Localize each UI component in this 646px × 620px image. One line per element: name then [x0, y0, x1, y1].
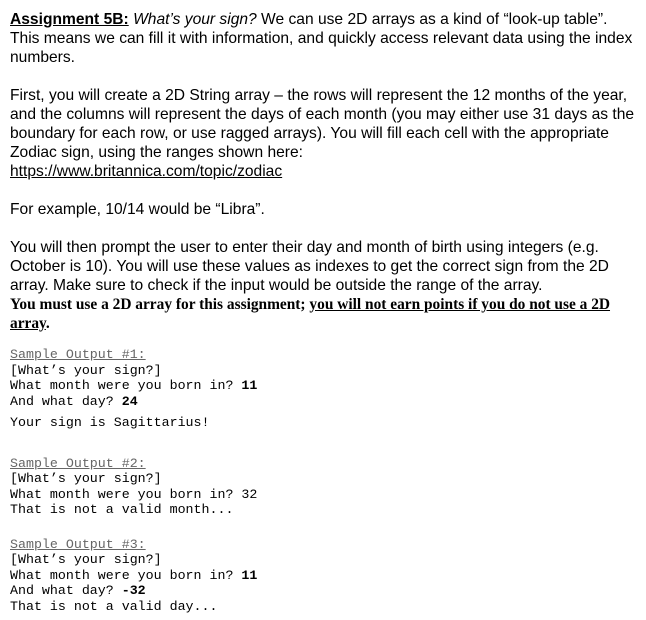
- day-input: -32: [121, 583, 146, 598]
- prompt-paragraph: You will then prompt the user to enter their day and month of birth using integers (e.g. October is 10). You will use these values as indexes to get the correct sign from the 2D array. Make sure to check if the input would be outside the range of the array.: [10, 239, 609, 294]
- assignment-question: What’s your sign?: [133, 11, 257, 28]
- assignment-document: [10, 10, 636, 614]
- intro-paragraph: [10, 10, 636, 67]
- sample-output-3: [10, 537, 636, 615]
- sample-prompt: [What’s your sign?]: [10, 552, 162, 567]
- sample-prompt: [What’s your sign?]: [10, 471, 162, 486]
- requirement-end: .: [45, 315, 50, 332]
- zodiac-link[interactable]: https://www.britannica.com/topic/zodiac: [10, 163, 283, 180]
- month-input: 11: [241, 567, 258, 583]
- sample-prompt: [What’s your sign?]: [10, 362, 162, 378]
- month-input: 32: [241, 486, 258, 502]
- sample-result: That is not a valid month...: [10, 502, 234, 517]
- month-prompt: What month were you born in?: [10, 567, 242, 583]
- assignment-title: Assignment 5B:: [10, 11, 129, 28]
- sample-label: Sample Output #1:: [10, 347, 146, 362]
- requirement-underlined: you will not earn points if you do not use a 2D array: [10, 296, 611, 332]
- instructions-text: First, you will create a 2D String array – the rows will represent the 12 months of the year, and the columns will represent the days of each month (you may either use 31 days as the boundary for each row, or use ragged arrays). You will fill each cell with the appropriate Zodiac sign, using the ranges shown here:: [10, 87, 635, 161]
- sample-output-2: [10, 456, 636, 518]
- sample-label: Sample Output #2:: [10, 455, 146, 471]
- month-input: 11: [241, 378, 258, 393]
- example-text: For example, 10/14 would be “Libra”.: [10, 201, 265, 218]
- sample-label: Sample Output #3:: [10, 536, 146, 552]
- day-input: 24: [121, 393, 138, 409]
- sample-result: That is not a valid day...: [10, 598, 218, 614]
- month-prompt: What month were you born in?: [10, 486, 242, 502]
- sample-result-1: Your sign is Sagittarius!: [10, 415, 210, 430]
- requirement-note: [10, 295, 636, 333]
- day-prompt: And what day?: [10, 583, 122, 598]
- month-prompt: What month were you born in?: [10, 378, 242, 393]
- instructions-paragraph: [10, 86, 636, 181]
- sample-output-1: [10, 347, 636, 409]
- requirement-plain: You must use a 2D array for this assignment;: [10, 296, 306, 313]
- day-prompt: And what day?: [10, 393, 122, 409]
- intro-text: We can use 2D arrays as a kind of “look-up table”. This means we can fill it with information, and quickly access relevant data using the index numbers.: [10, 11, 633, 66]
